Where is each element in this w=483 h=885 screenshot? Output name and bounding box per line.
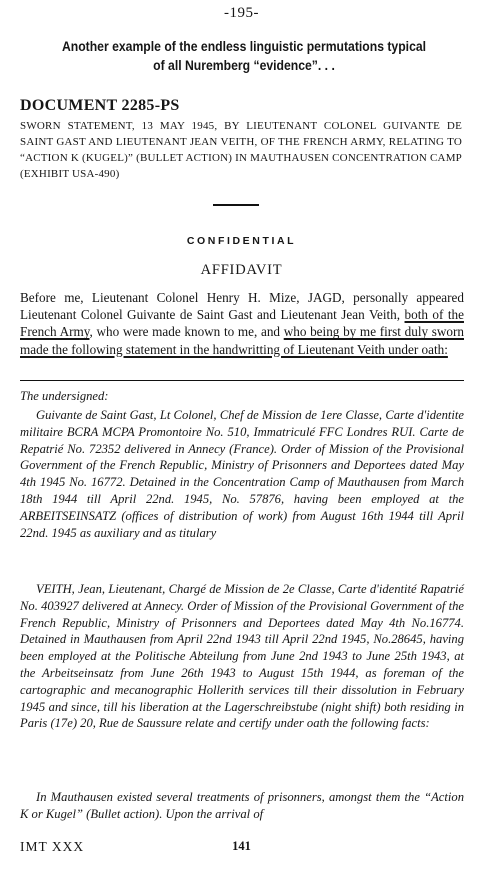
paragraph-saint-gast: Guivante de Saint Gast, Lt Colonel, Chef de Mission de 1ere Classe, Carte d'identite militaire BCRA MCPA Promontoire No. 510, Immatriculé FFC Londres RUI. Carte de Repatrié No. 72352 delivered in Annecy (France). Order of Mission of the Provisional Government of the French Republic, Ministry of Prisonners and Deportees dated May 4th 1945 No. 16772. Detained in the Concentration Camp of Mauthausen from March 18th 1944 till April 22nd. 1945, No. 57876, having been employed at the ARBEITSEINSATZ (offices of distribution of work) from August 16th 1944 till April 22nd. 1945 as auxiliary and as titulary bbox=[20, 408, 464, 540]
sworn-statement-heading: SWORN STATEMENT, 13 MAY 1945, BY LIEUTENANT COLONEL GUIVANTE DE SAINT GAST AND LIEUTENANT JEAN VEITH, OF THE FRENCH ARMY, RELATING TO “ACTION K (KUGEL)” (BULLET ACTION) IN MAUTHAUSEN CONCENTRATION CAMP (EXHIBIT USA-490) bbox=[20, 120, 462, 180]
intro-underline-1: both of the French Army bbox=[20, 307, 464, 340]
confidential-label: CONFIDENTIAL bbox=[186, 235, 297, 247]
affidavit-intro bbox=[20, 289, 464, 358]
document-id: DOCUMENT 2285-PS bbox=[20, 97, 180, 114]
paragraph-veith: VEITH, Jean, Lieutenant, Chargé de Mission de 2e Classe, Carte d'identité Rapatrié No. 403927 delivered at Annecy. Order of Mission of the Provisional Government of the French Republic, Ministry of Prisonners and Deportees dated May 4th No.16774. Detained in Mauthausen from April 22nd 1943 till April 22nd 1945, No.28645, having been employed at the Politische Abteilung from June 2nd 1943 to June 25th 1943, at the Arbeitseinsatz from June 26th 1943 to August 15th 1944, as foreman of the cartographic and mecanographic Hollerith services till their dissolution in February 1945 and since, till his liberation at the Lagerschreibstube (night shift) both residing in Paris (17e) 20, Rue de Saussure relate and certify under oath the following facts: bbox=[20, 582, 464, 731]
intro-divider bbox=[20, 380, 464, 381]
headline bbox=[55, 38, 433, 76]
headline-line-1: Another example of the endless linguistic permutations typical bbox=[61, 39, 427, 55]
undersigned-label: The undersigned: bbox=[20, 389, 109, 403]
intro-text-1: Before me, Lieutenant Colonel Henry H. Mize, JAGD, personally appeared Lieutenant Colonel Guivante de Saint Gast and Lieutenant Jean Veith, bbox=[20, 290, 464, 323]
headline-line-2: of all Nuremberg “evidence”. . . bbox=[153, 58, 335, 74]
page-number-top: -195- bbox=[224, 5, 259, 21]
paragraph-action-k: In Mauthausen existed several treatments of prisonners, amongst them the “Action K or Kugel” (Bullet action). Upon the arrival of bbox=[20, 790, 464, 821]
footer-page-number: 141 bbox=[232, 839, 251, 853]
affidavit-title: AFFIDAVIT bbox=[200, 262, 283, 278]
intro-underline-2: who being by me first duly sworn made the following statement in the handwritting of Lieutenant Veith under oath: bbox=[20, 324, 464, 357]
intro-text-2: , who were made known to me, and bbox=[89, 324, 284, 340]
section-divider bbox=[213, 204, 259, 206]
footer-volume: IMT XXX bbox=[20, 839, 85, 854]
